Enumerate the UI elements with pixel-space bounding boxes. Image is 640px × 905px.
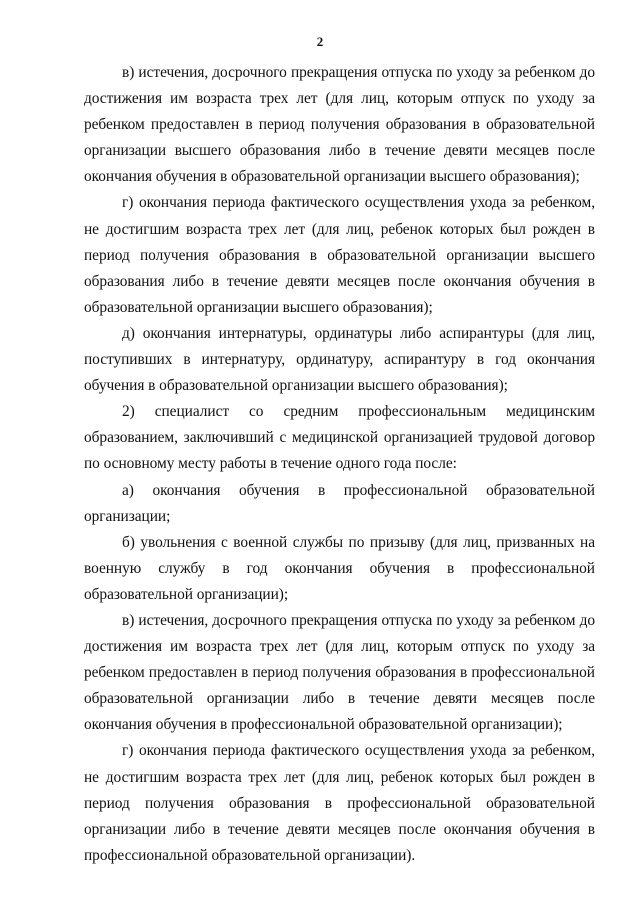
paragraph-g-professional-child-care: г) окончания периода фактического осуществления ухода за ребенком, не достигшим возраста трех лет (для лиц, ребенок которых был рожден в период получения образования в профессиональной образовательной организации либо в течение девяти месяцев после окончания обучения в профессиональной образовательной организации). <box>84 742 595 864</box>
paragraph-g-higher-education-child-care: г) окончания периода фактического осуществления ухода за ребенком, не достигшим возраста трех лет (для лиц, ребенок которых был рожден в период получения образования в образовательной организации высшего образования либо в течение девяти месяцев после окончания обучения в образовательной организации высшего образования); <box>84 194 595 316</box>
document-body <box>84 60 595 869</box>
page-number: 2 <box>316 34 324 49</box>
paragraph-2-secondary-specialist: 2) специалист со средним профессиональным медицинским образованием, заключивший с медицинской организацией трудовой договор по основному месту работы в течение одного года после: <box>84 403 595 473</box>
paragraph-a-graduation: а) окончания обучения в профессиональной образовательной организации; <box>84 481 595 525</box>
paragraph-d-internship-residency: д) окончания интернатуры, ординатуры либо аспирантуры (для лиц, поступивших в интернатуру, ординатуру, аспирантуру в год окончания обучения в образовательной организации высшего образования); <box>84 324 595 395</box>
paragraph-b-military-discharge: б) увольнения с военной службы по призыву (для лиц, призванных на военную службу в год окончания обучения в профессиональной образовательной организации); <box>84 533 595 603</box>
paragraph-v-higher-education-parental-leave: в) истечения, досрочного прекращения отпуска по уходу за ребенком до достижения им возраста трех лет (для лиц, которым отпуск по уходу за ребенком предоставлен в период получения образования в образовательной организации высшего образования либо в течение девяти месяцев после окончания обучения в образовательной организации высшего образования); <box>84 64 595 186</box>
paragraph-v-professional-parental-leave: в) истечения, досрочного прекращения отпуска по уходу за ребенком до достижения им возраста трех лет (для лиц, которым отпуск по уходу за ребенком предоставлен в период получения образования в профессиональной образовательной организации либо в течение девяти месяцев после окончания обучения в профессиональной образовательной организации); <box>84 611 595 734</box>
